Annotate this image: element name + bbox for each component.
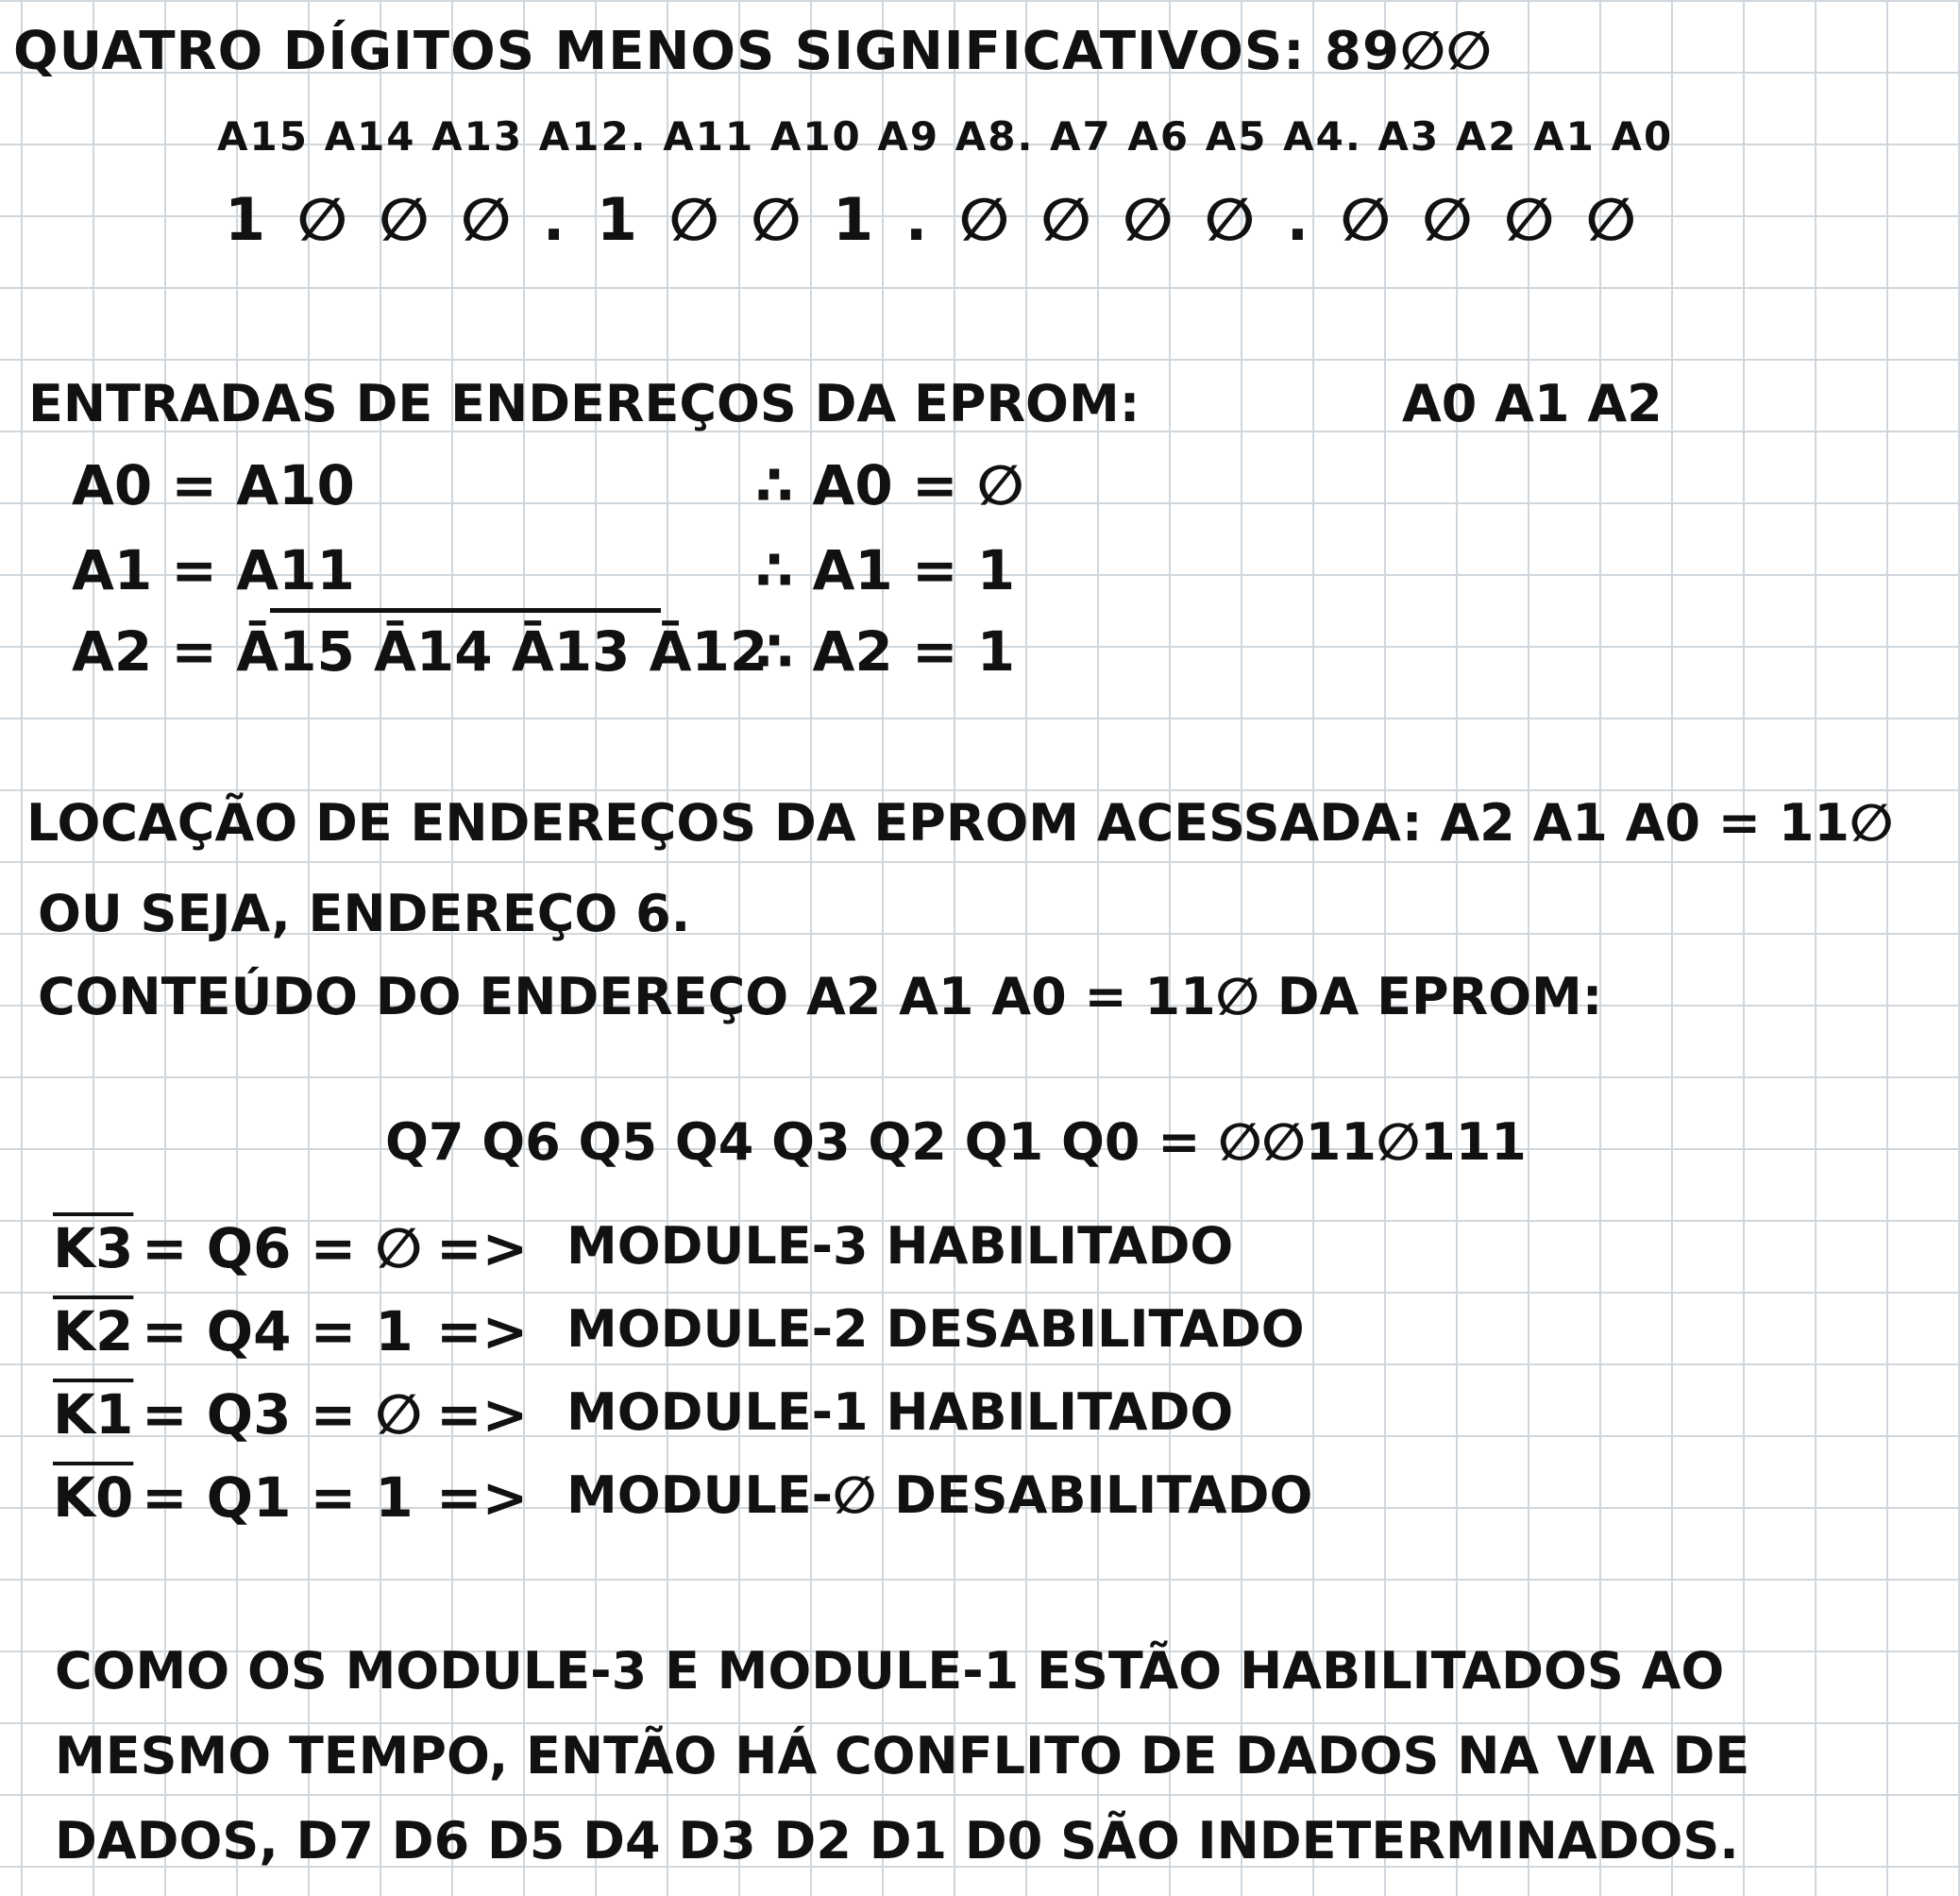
module-2-enable-eq: = Q4 = 1 [142, 1299, 414, 1363]
a2-mapping: A2 = Ā15 Ā14 Ā13 Ā12 [72, 619, 769, 684]
module-0-arrow: => [436, 1465, 529, 1530]
header-line-1: QUATRO DÍGITOS MENOS SIGNIFICATIVOS: 89∅∅ [13, 21, 1493, 82]
a0-mapping: A0 = A10 [72, 453, 355, 517]
conclusion-line-1: COMO OS MODULE-3 E MODULE-1 ESTÃO HABILITADOS AO [55, 1641, 1725, 1701]
module-0-enable-label: K0 [53, 1465, 134, 1530]
module-2-status: MODULE-2 DESABILITADO [566, 1299, 1305, 1359]
address-bit-values: 1 ∅ ∅ ∅ . 1 ∅ ∅ 1 . ∅ ∅ ∅ ∅ . ∅ ∅ ∅ ∅ [225, 185, 1642, 254]
conclusion-line-3: DADOS, D7 D6 D5 D4 D3 D2 D1 D0 SÃO INDETERMINADOS. [55, 1811, 1739, 1871]
module-1-status: MODULE-1 HABILITADO [566, 1382, 1234, 1442]
module-0-enable-eq: = Q1 = 1 [142, 1465, 414, 1530]
eprom-output-line: Q7 Q6 Q5 Q4 Q3 Q2 Q1 Q0 = ∅∅11∅111 [385, 1112, 1527, 1172]
module-3-status: MODULE-3 HABILITADO [566, 1216, 1234, 1276]
address-bit-labels: A15 A14 A13 A12. A11 A10 A9 A8. A7 A6 A5 A4. A3 A2 A1 A0 [217, 113, 1674, 160]
eprom-inputs-title: ENTRADAS DE ENDEREÇOS DA EPROM: [28, 374, 1141, 433]
location-line-3: CONTEÚDO DO ENDEREÇO A2 A1 A0 = 11∅ DA EPROM: [38, 967, 1603, 1026]
module-0-status: MODULE-∅ DESABILITADO [566, 1465, 1313, 1525]
module-2-enable-label: K2 [53, 1299, 134, 1363]
a0-result: ∴ A0 = ∅ [755, 453, 1024, 517]
nand-overbar [270, 608, 661, 613]
module-1-arrow: => [436, 1382, 529, 1447]
module-2-arrow: => [436, 1299, 529, 1363]
module-1-enable-eq: = Q3 = ∅ [142, 1382, 423, 1447]
conclusion-line-2: MESMO TEMPO, ENTÃO HÁ CONFLITO DE DADOS NA VIA DE [55, 1726, 1750, 1786]
module-1-enable-label: K1 [53, 1382, 134, 1447]
a1-result: ∴ A1 = 1 [755, 538, 1016, 602]
a2-result: ∴ A2 = 1 [755, 619, 1016, 684]
a1-mapping: A1 = A11 [72, 538, 355, 602]
eprom-inputs-list: A0 A1 A2 [1402, 374, 1663, 433]
module-3-arrow: => [436, 1216, 529, 1280]
location-line-1: LOCAÇÃO DE ENDEREÇOS DA EPROM ACESSADA: A2 A1 A0 = 11∅ [26, 793, 1894, 853]
module-3-enable-eq: = Q6 = ∅ [142, 1216, 423, 1280]
module-3-enable-label: K3 [53, 1216, 134, 1280]
location-line-2: OU SEJA, ENDEREÇO 6. [38, 884, 691, 943]
